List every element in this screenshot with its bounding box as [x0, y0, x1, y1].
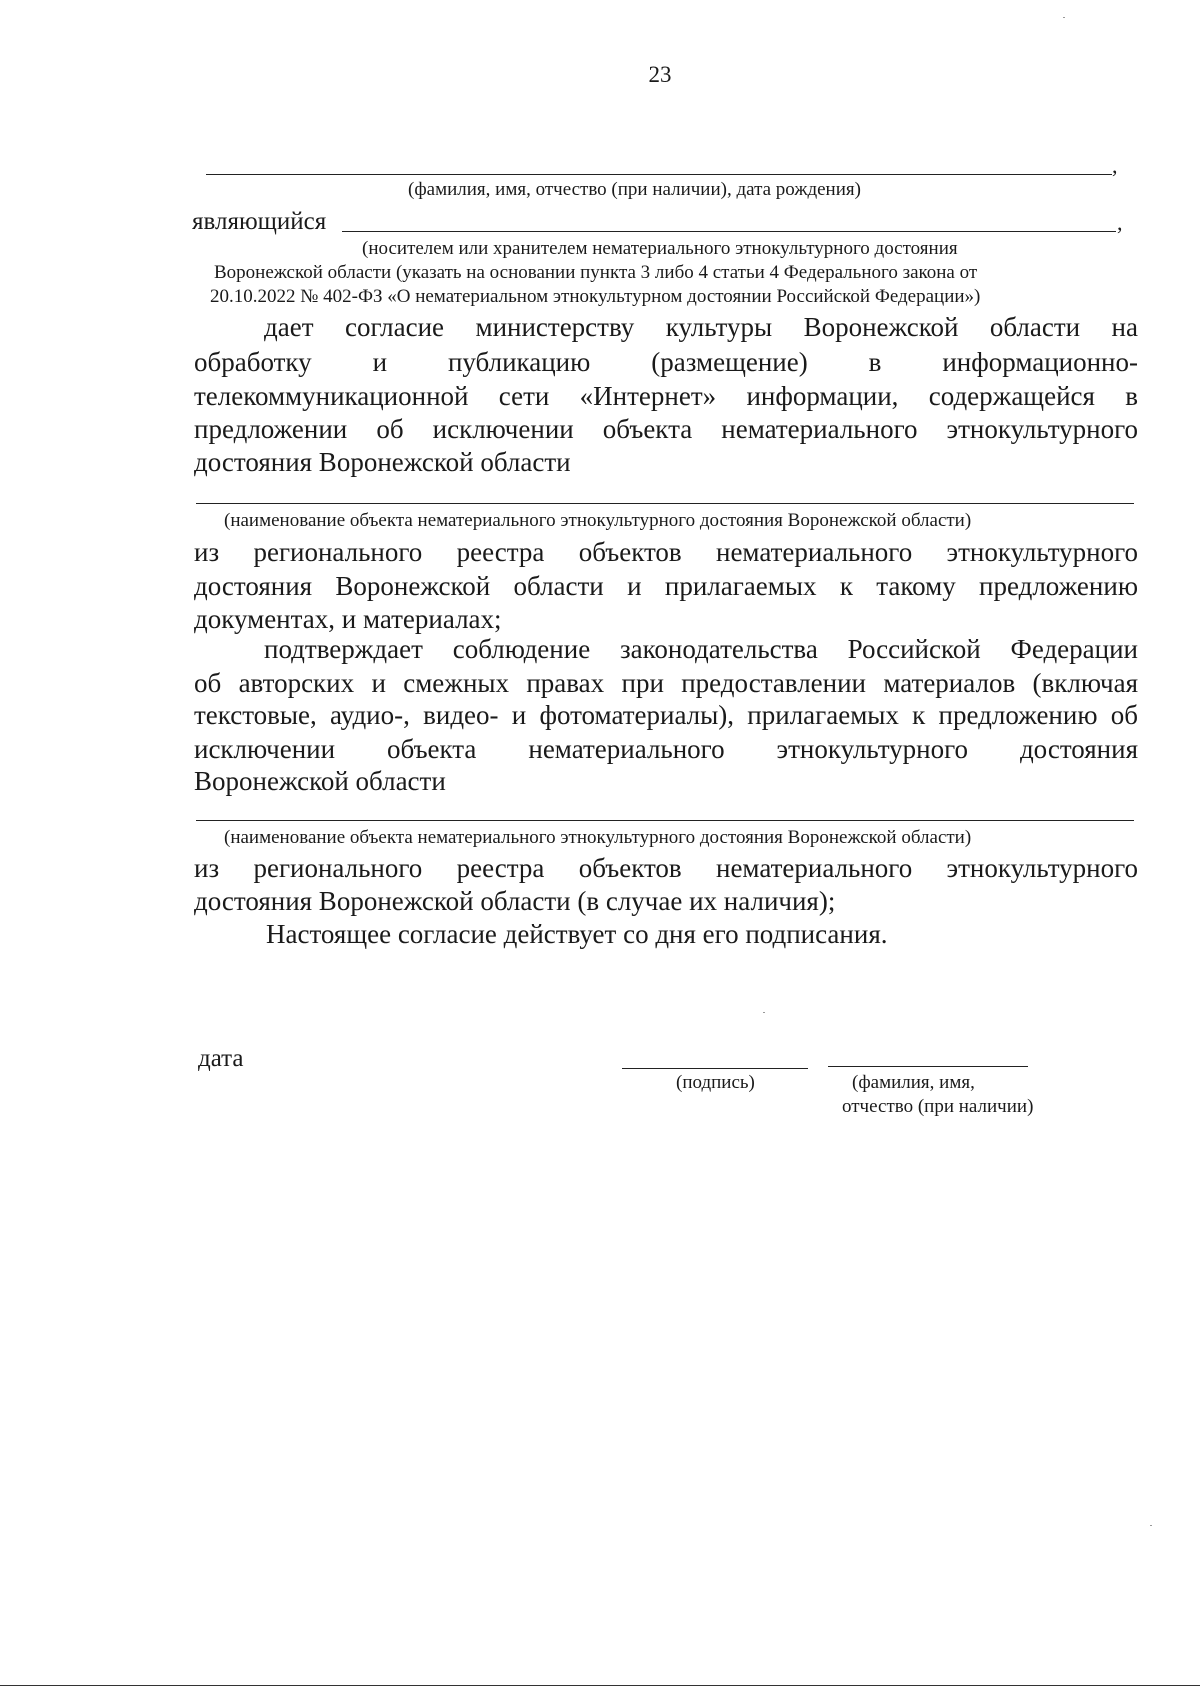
- paragraph3-line3: текстовые, аудио-, видео- и фотоматериалы), прилагаемых к предложению об: [194, 700, 1138, 730]
- object-line-1: [196, 503, 1134, 504]
- object-line-2: [196, 820, 1134, 821]
- paragraph2-line3: документах, и материалах;: [194, 604, 502, 634]
- date-label: дата: [198, 1045, 244, 1072]
- paragraph4-line1: из регионального реестра объектов нематериального этнокультурного: [194, 853, 1138, 883]
- object-caption-1: (наименование объекта нематериального этнокультурного достояния Воронежской области): [224, 510, 972, 531]
- paragraph1-line3: телекоммуникационной сети «Интернет» информации, содержащейся в: [194, 381, 1138, 411]
- fio-line: [206, 174, 1112, 175]
- page-number: 23: [648, 62, 672, 87]
- paragraph2-line1: из регионального реестра объектов нематериального этнокультурного: [194, 537, 1138, 567]
- signature-caption: (подпись): [676, 1072, 755, 1093]
- paragraph3-line5: Воронежской области: [194, 766, 446, 796]
- fio-line-comma: ,: [1112, 153, 1118, 178]
- status-caption-line2: Воронежской области (указать на основании пункта 3 либо 4 статьи 4 Федерального закона от: [214, 262, 978, 283]
- name-line: [828, 1066, 1028, 1067]
- scan-speck: [1063, 17, 1065, 18]
- paragraph3-line2: об авторских и смежных правах при предоставлении материалов (включая: [194, 668, 1138, 698]
- scan-speck: [1150, 1525, 1152, 1526]
- paragraph3-line4: исключении объекта нематериального этнокультурного достояния: [194, 734, 1138, 764]
- paragraph4-line2: достояния Воронежской области (в случае их наличия);: [194, 886, 836, 916]
- yavl-label: являющийся: [192, 208, 327, 235]
- paragraph1-line2: обработку и публикацию (размещение) в информационно-: [194, 347, 1138, 377]
- status-caption-line1: (носителем или хранителем нематериального этнокультурного достояния: [362, 238, 958, 259]
- paragraph1-line1: дает согласие министерству культуры Воронежской области на: [264, 312, 1138, 342]
- name-caption-line1: (фамилия, имя,: [852, 1072, 975, 1093]
- fio-caption: (фамилия, имя, отчество (при наличии), дата рождения): [408, 179, 861, 200]
- status-line: [342, 231, 1116, 232]
- signature-line: [622, 1068, 808, 1069]
- status-line-comma: ,: [1117, 210, 1123, 235]
- paragraph1-line5: достояния Воронежской области: [194, 447, 571, 477]
- name-caption-line2: отчество (при наличии): [842, 1096, 1034, 1117]
- scan-speck: [763, 1012, 765, 1013]
- paragraph1-line4: предложении об исключении объекта нематериального этнокультурного: [194, 414, 1138, 444]
- paragraph3-line1: подтверждает соблюдение законодательства Российской Федерации: [264, 634, 1138, 664]
- scan-bottom-edge: [0, 1685, 1200, 1686]
- object-caption-2: (наименование объекта нематериального этнокультурного достояния Воронежской области): [224, 827, 972, 848]
- status-caption-line3: 20.10.2022 № 402-ФЗ «О нематериальном этнокультурном достоянии Российской Федерации»): [210, 286, 981, 307]
- paragraph5: Настоящее согласие действует со дня его подписания.: [266, 919, 888, 949]
- paragraph2-line2: достояния Воронежской области и прилагаемых к такому предложению: [194, 571, 1138, 601]
